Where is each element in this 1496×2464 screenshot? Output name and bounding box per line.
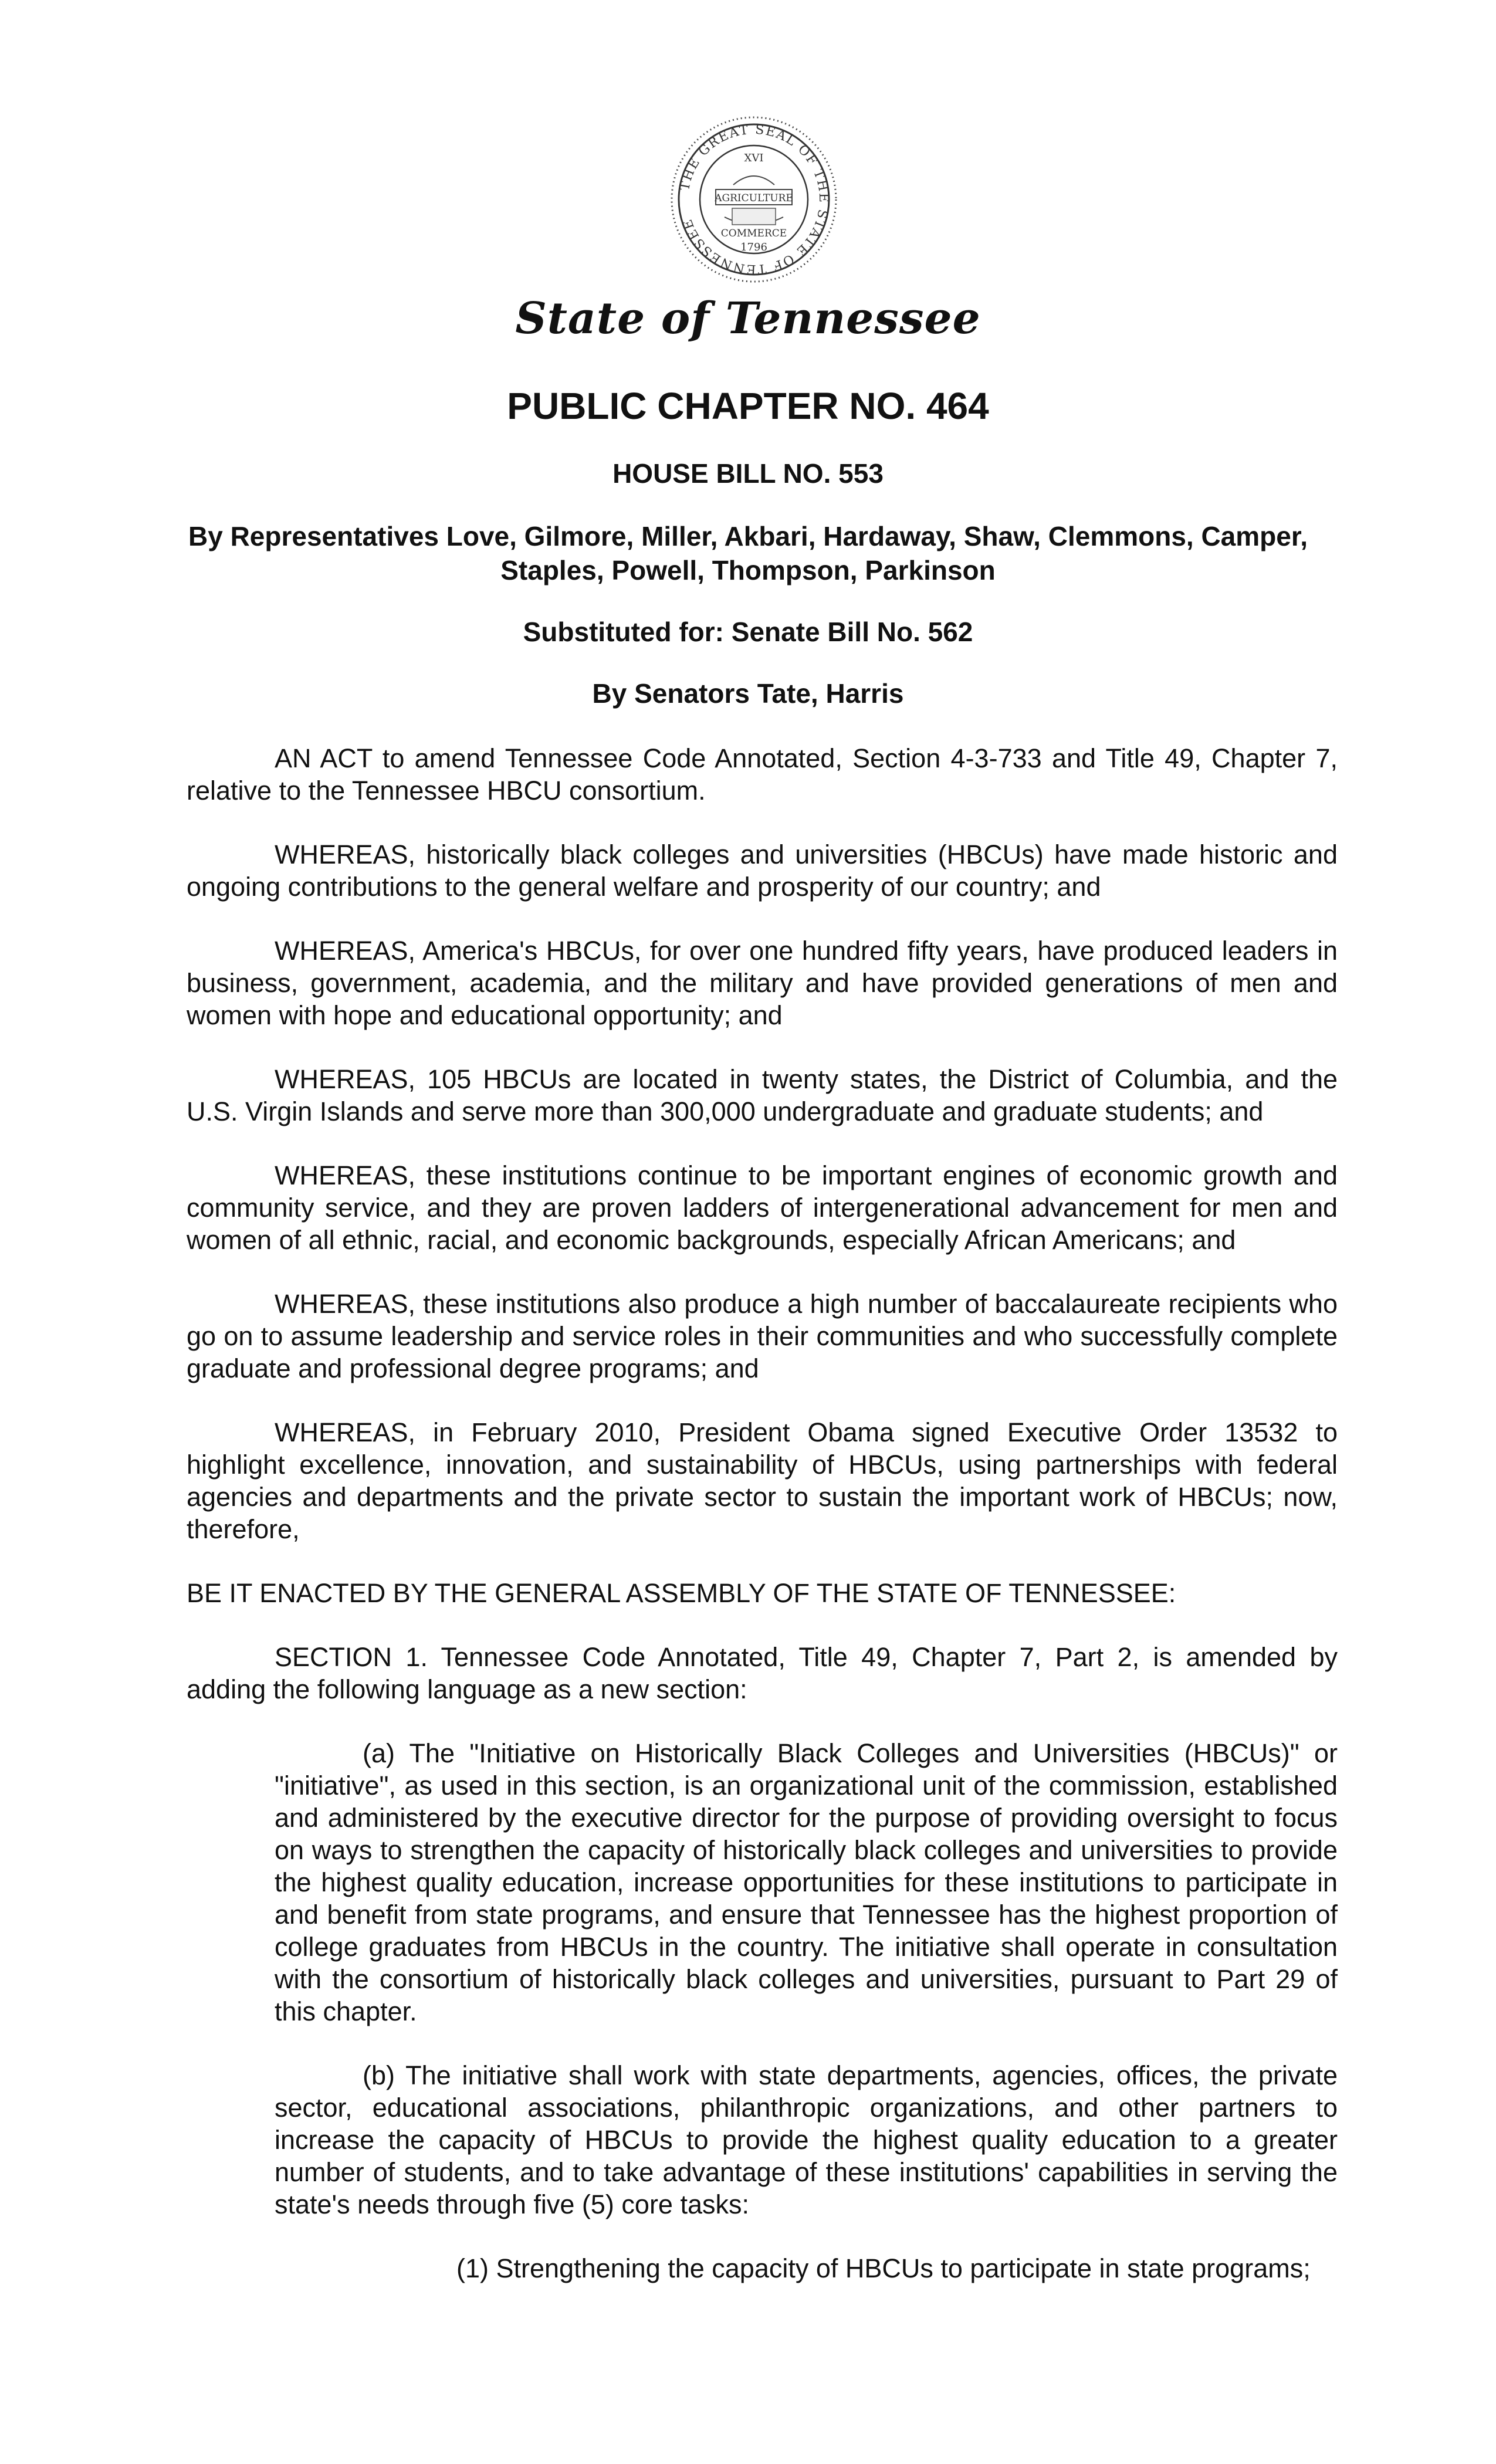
whereas-clause: WHEREAS, historically black colleges and universities (HBCUs) have made historic and ongoing contributions to the general welfare and prosperity of our country; and xyxy=(187,840,1338,902)
state-title: State of Tennessee xyxy=(515,293,981,344)
house-bill-number: HOUSE BILL NO. 553 xyxy=(612,458,884,489)
whereas-clause: WHEREAS, these institutions also produce a high number of baccalaureate recipients who go on to assume leadership and service roles in their communities and who successfully complete graduate and professional degree programs; and xyxy=(187,1289,1338,1383)
bill-body xyxy=(187,742,1338,2284)
public-chapter-number: PUBLIC CHAPTER NO. 464 xyxy=(507,385,989,427)
core-task-1: (1) Strengthening the capacity of HBCUs to participate in state programs; xyxy=(456,2253,1311,2283)
substituted-senate-bill: Substituted for: Senate Bill No. 562 xyxy=(523,617,973,647)
state-seal-icon xyxy=(669,114,839,285)
sponsoring-senators: By Senators Tate, Harris xyxy=(592,678,904,709)
whereas-clause: WHEREAS, America's HBCUs, for over one hundred fifty years, have produced leaders in business, government, academia, and the military and have provided generations of men and women with hope and educational opportunity; and xyxy=(187,936,1338,1030)
seal-commerce-text: COMMERCE xyxy=(720,228,787,239)
whereas-clause: WHEREAS, these institutions continue to be important engines of economic growth and community service, and they are proven ladders of intergenerational advancement for men and women of all ethnic, racial, and economic backgrounds, especially African Americans; and xyxy=(187,1160,1338,1255)
section-1: SECTION 1. Tennessee Code Annotated, Title 49, Chapter 7, Part 2, is amended by adding the following language as a new section: xyxy=(187,1642,1338,1704)
sponsoring-representatives: By Representatives Love, Gilmore, Miller, Akbari, Hardaway, Shaw, Clemmons, Camper, Staples, Powell, Thompson, Parkinson xyxy=(188,521,1308,585)
seal-top-text: XVI xyxy=(744,152,764,164)
act-caption: AN ACT to amend Tennessee Code Annotated, Section 4-3-733 and Title 49, Chapter 7, relative to the Tennessee HBCU consortium. xyxy=(187,743,1338,805)
seal-ring-text: THE GREAT SEAL OF THE STATE OF TENNESSEE xyxy=(677,122,831,277)
seal-agriculture-text: AGRICULTURE xyxy=(715,192,793,204)
whereas-clause: WHEREAS, 105 HBCUs are located in twenty states, the District of Columbia, and the U.S. Virgin Islands and serve more than 300,000 undergraduate and graduate students; and xyxy=(187,1064,1338,1126)
subsection-a: (a) The "Initiative on Historically Black Colleges and Universities (HBCUs)" or "initiative", as used in this section, is an organizational unit of the commission, established and administered by the executive director for the purpose of providing oversight to focus on ways to strengthen the capacity of historically black colleges and universities to provide the highest quality education, increase opportunities for these institutions to participate in and benefit from state programs, and ensure that Tennessee has the highest proportion of college graduates from HBCUs in the country. The initiative shall operate in consultation with the consortium of historically black colleges and universities, pursuant to Part 29 of this chapter. xyxy=(275,1738,1338,2026)
subsection-b: (b) The initiative shall work with state departments, agencies, offices, the private sector, educational associations, philanthropic organizations, and other partners to increase the capacity of HBCUs to provide the highest quality education to a greater number of students, and to take advantage of these institutions' capabilities in serving the state's needs through five (5) core tasks: xyxy=(275,2060,1338,2219)
enacting-clause: BE IT ENACTED BY THE GENERAL ASSEMBLY OF THE STATE OF TENNESSEE: xyxy=(187,1578,1176,1608)
seal-year-text: 1796 xyxy=(740,241,767,253)
whereas-clause: WHEREAS, in February 2010, President Obama signed Executive Order 13532 to highlight excellence, innovation, and sustainability of HBCUs, using partnerships with federal agencies and departments and the private sector to sustain the important work of HBCUs; now, therefore, xyxy=(187,1417,1338,1544)
